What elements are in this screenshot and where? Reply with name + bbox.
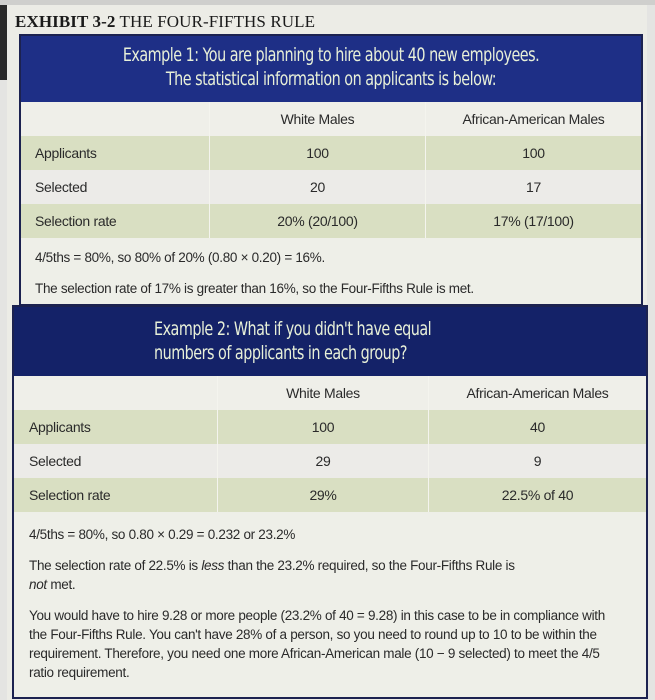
example-2-explanation: You would have to hire 9.28 or more people (23.2% of 40 = 9.28) in this case to be in compliance with the Four-Fifths Rule. You can't have 28% of a person, so you need to round up to 10 to be within the requirement. Therefore, you need one more African-American male (10 − 9 selected) to meet the 4/5 ratio requirement. — [29, 608, 605, 680]
table-row — [21, 204, 641, 238]
example-1-table — [21, 102, 641, 238]
table-row — [21, 170, 641, 204]
cell-aa: 22.5% of 40 — [429, 478, 647, 512]
conclusion-text-2: than the 23.2% required, so the Four-Fifths Rule is — [224, 558, 515, 573]
example-2-table — [14, 376, 646, 512]
example-2-box — [12, 305, 648, 699]
example-2-conclusion — [14, 556, 646, 594]
example-1-calculation: 4/5ths = 80%, so 80% of 20% (0.80 × 0.20) = 16%. — [35, 250, 325, 265]
exhibit-title — [15, 12, 315, 32]
cell-white: 29% — [218, 478, 429, 512]
example-2-calculation: 4/5ths = 80%, so 0.80 × 0.29 = 0.232 or 23.2% — [29, 527, 296, 542]
exhibit-number: EXHIBIT 3-2 — [15, 12, 116, 31]
header-white-males: White Males — [210, 102, 426, 136]
row-label: Applicants — [21, 136, 210, 170]
cell-white: 100 — [218, 410, 429, 444]
cell-white: 29 — [218, 444, 429, 478]
cell-aa: 40 — [429, 410, 647, 444]
cell-aa: 9 — [429, 444, 647, 478]
example-1-conclusion: The selection rate of 17% is greater than 16%, so the Four-Fifths Rule is met. — [35, 281, 474, 296]
table-row — [14, 444, 646, 478]
example-2-banner-line2: numbers of applicants in each group? — [154, 342, 407, 364]
conclusion-emphasis-less: less — [201, 558, 225, 573]
example-1-banner-line2: The statistical information on applicants is below: — [165, 68, 497, 90]
header-white-males: White Males — [218, 376, 429, 410]
cell-aa: 17 — [426, 170, 642, 204]
table-row — [14, 410, 646, 444]
cell-aa: 100 — [426, 136, 642, 170]
header-blank — [21, 102, 210, 136]
cell-aa: 17% (17/100) — [426, 204, 642, 238]
row-label: Selected — [21, 170, 210, 204]
cell-white: 20% (20/100) — [210, 204, 426, 238]
conclusion-emphasis-not: not — [29, 577, 47, 592]
example-2-banner-line1: Example 2: What if you didn't have equal — [154, 318, 432, 340]
row-label: Applicants — [14, 410, 218, 444]
row-label: Selected — [14, 444, 218, 478]
exhibit-heading: THE FOUR-FIFTHS RULE — [119, 12, 316, 31]
table-header-row — [14, 376, 646, 410]
example-1-box — [19, 34, 643, 306]
table-header-row — [21, 102, 641, 136]
row-label: Selection rate — [14, 478, 218, 512]
table-row — [21, 136, 641, 170]
conclusion-text-3: met. — [46, 577, 76, 592]
left-edge — [0, 5, 7, 80]
header-african-american-males: African-American Males — [426, 102, 642, 136]
example-1-banner-line1: Example 1: You are planning to hire about 40 new employees. — [122, 44, 540, 66]
example-1-banner — [21, 36, 641, 102]
table-row — [14, 478, 646, 512]
header-blank — [14, 376, 218, 410]
example-2-banner — [14, 307, 646, 376]
row-label: Selection rate — [21, 204, 210, 238]
header-african-american-males: African-American Males — [429, 376, 647, 410]
conclusion-text-1: The selection rate of 22.5% is — [29, 558, 202, 573]
cell-white: 100 — [210, 136, 426, 170]
exhibit-page — [7, 5, 647, 700]
cell-white: 20 — [210, 170, 426, 204]
